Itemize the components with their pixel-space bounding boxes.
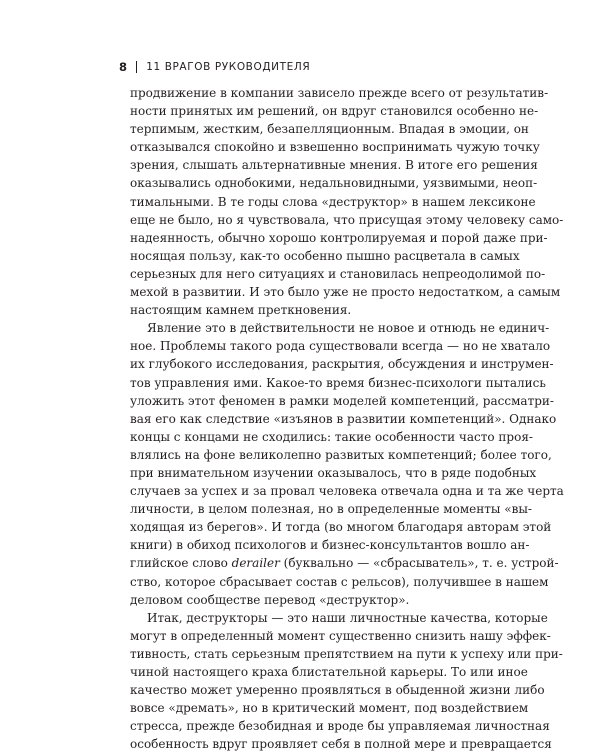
text-line: деловом сообществе перевод «деструктор». xyxy=(130,592,410,607)
text-line: глийское слово derailer (буквально — «сбрасыватель», т. е. устрой- xyxy=(130,556,559,571)
text-line: ходящая из берегов». И тогда (во многом благодаря авторам этой xyxy=(130,520,552,535)
text-line: ности принятых им решений, он вдруг становился особенно не- xyxy=(130,104,539,119)
text-line: Итак, деструкторы — это наши личностные качества, которые xyxy=(147,610,548,625)
text-line: книги) в обиход психологов и бизнес-консультантов вошло ан- xyxy=(130,538,530,553)
text-line: мехой в развитии. И это было уже не просто недостатком, а самым xyxy=(130,285,561,300)
text-line: Явление это в действительности не новое и отнюдь не единич- xyxy=(147,321,550,336)
text-line: еще не было, но я чувствовала, что присущая этому человеку само- xyxy=(130,212,564,227)
text-line: концы с концами не сходились: такие особенности часто проя- xyxy=(130,429,533,444)
text-line: особенность вдруг проявляет себя в полной мере и превращается xyxy=(130,737,552,752)
text-line: отказывался спокойно и взвешенно воспринимать чужую точку xyxy=(130,140,540,155)
text-line: могут в определенный момент существенно снизить нашу эффек- xyxy=(130,628,551,643)
text-line: уложить этот феномен в рамки моделей компетенций, рассматри- xyxy=(130,393,554,408)
body-text xyxy=(130,84,564,753)
text-line: тов управления ими. Какое-то время бизнес-психологи пытались xyxy=(130,375,546,390)
text-line: чиной настоящего краха блистательной карьеры. То или иное xyxy=(130,665,528,679)
text-line: тимальными. В те годы слова «деструктор» в нашем лексиконе xyxy=(130,194,536,209)
text-line: продвижение в компании зависело прежде всего от результатив- xyxy=(130,86,549,100)
text-line: вовсе «дремать», но в критический момент, под воздействием xyxy=(130,701,529,716)
text-line: влялись на фоне великолепно развитых компетенций; более того, xyxy=(130,447,552,462)
text-line: надеянность, обычно хорошо контролируемая и порой даже при- xyxy=(130,230,548,245)
text-line: оказывались однобокими, недальновидными, уязвимыми, неоп- xyxy=(130,176,538,191)
text-line: вая его как следствие «изъянов в развитии компетенций». Однако xyxy=(130,411,557,426)
paragraph xyxy=(130,84,564,319)
text-line: ство, которое сбрасывает состав с рельсов), получившее в нашем xyxy=(130,574,549,589)
text-line: носящая пользу, как-то особенно пышно расцветала в самых xyxy=(130,248,520,263)
text-line: качество может умеренно проявляться в обыденной жизни либо xyxy=(130,683,545,698)
text-line: серьезных для него ситуациях и становилась непреодолимой по- xyxy=(130,266,546,281)
running-title: 11 ВРАГОВ РУКОВОДИТЕЛЯ xyxy=(146,61,311,73)
text-line: ное. Проблемы такого рода существовали всегда — но не хватало xyxy=(130,339,551,354)
text-line: стресса, прежде безобидная и вроде бы управляемая личностная xyxy=(130,719,550,734)
text-line: их глубокого исследования, раскрытия, обсуждения и инструмен- xyxy=(130,357,554,372)
text-line: зрения, слышать альтернативные мнения. В итоге его решения xyxy=(130,158,538,173)
page-header xyxy=(119,60,310,74)
text-line: терпимым, жестким, безапелляционным. Впадая в эмоции, он xyxy=(130,122,529,137)
paragraph xyxy=(130,609,563,753)
page-number: 8 xyxy=(119,60,128,74)
text-line: личности, в целом полезная, но в определенные моменты «вы- xyxy=(130,502,532,517)
text-line: настоящим камнем преткновения. xyxy=(130,303,352,318)
text-line: случаев за успех и за провал человека отвечала одна и та же черта xyxy=(130,484,564,499)
paragraph xyxy=(130,319,564,609)
text-line: при внимательном изучении оказывалось, что в ряде подобных xyxy=(130,465,537,480)
text-line: тивность, стать серьезным препятствием на пути к успеху или при- xyxy=(130,646,563,661)
